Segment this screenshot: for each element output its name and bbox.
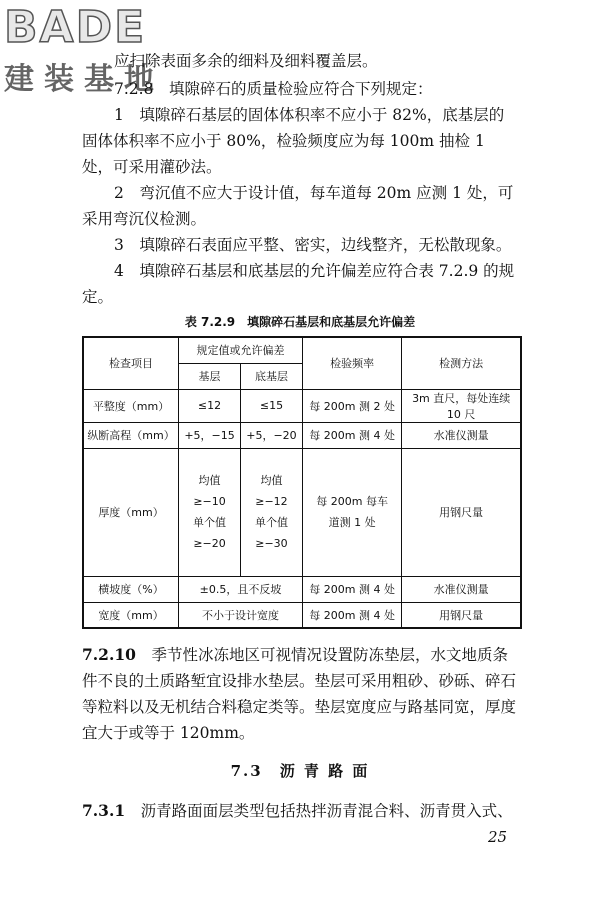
clause-number: 7.3.1	[82, 801, 126, 820]
clause-7-2-8: 7.2.8 填隙碎石的质量检验应符合下列规定：	[114, 80, 433, 98]
cell-line: ≥−20	[193, 537, 226, 550]
cell-line: 均值	[198, 474, 221, 487]
table-caption: 表 7.2.9 填隙碎石基层和底基层允许偏差	[184, 315, 416, 329]
section-title: 7.3 沥 青 路 面	[230, 762, 370, 780]
cell-method: 用钢尺量	[402, 448, 521, 576]
cell-frequency: 每 200m 测 4 处	[302, 422, 401, 448]
header-method: 检测方法	[402, 337, 521, 389]
cell-line: 单个值	[193, 516, 227, 529]
watermark-brand: BADE	[4, 2, 147, 53]
item-1: 1 填隙碎石基层的固体体积率不应小于 82%，底基层的固体体积率不应小于 80%，检验频度应为每 100m 抽检 1 处，可采用灌砂法。	[82, 106, 505, 176]
header-subbase: 底基层	[241, 363, 303, 389]
header-frequency: 检验频率	[302, 337, 401, 389]
clause-number: 7.2.10	[82, 645, 136, 664]
cell-line: ≥−10	[193, 495, 226, 508]
clause-7-3-1	[82, 798, 518, 824]
cell-line: ≥−30	[255, 537, 288, 550]
cell-item: 横坡度（%）	[83, 576, 179, 602]
cell-line: 道测 1 处	[328, 516, 376, 529]
cell-line: ≥−12	[255, 495, 288, 508]
cell-frequency	[302, 448, 401, 576]
cell-allowed: ±0.5，且不反坡	[179, 576, 303, 602]
cell-frequency: 每 200m 测 4 处	[302, 602, 401, 628]
clause-7-2-10	[82, 642, 518, 746]
cell-base: +5，−15	[179, 422, 241, 448]
table-row	[83, 422, 521, 448]
cell-base: ≤12	[179, 389, 241, 422]
cell-method: 3m 直尺，每处连续 10 尺	[402, 389, 521, 422]
cell-line: 单个值	[254, 516, 288, 529]
tolerance-table	[82, 336, 522, 629]
cell-frequency: 每 200m 测 4 处	[302, 576, 401, 602]
cell-frequency: 每 200m 测 2 处	[302, 389, 401, 422]
page-number: 25	[488, 828, 508, 846]
item-3: 3 填隙碎石表面应平整、密实，边线整齐，无松散现象。	[114, 236, 512, 254]
header-allowed: 规定值或允许偏差	[179, 337, 303, 363]
watermark-chinese: 建装基地	[4, 62, 164, 97]
item-2: 2 弯沉值不应大于设计值，每车道每 20m 应测 1 处，可采用弯沉仪检测。	[82, 184, 514, 228]
cell-method: 水准仪测量	[402, 422, 521, 448]
header-base: 基层	[179, 363, 241, 389]
table-row	[83, 602, 521, 628]
cell-item: 平整度（mm）	[83, 389, 179, 422]
cell-subbase	[241, 448, 303, 576]
cell-item: 厚度（mm）	[83, 448, 179, 576]
cell-subbase: +5，−20	[241, 422, 303, 448]
item-4: 4 填隙碎石基层和底基层的允许偏差应符合表 7.2.9 的规定。	[82, 262, 515, 306]
cell-method: 用钢尺量	[402, 602, 521, 628]
cell-base	[179, 448, 241, 576]
cell-subbase: ≤15	[241, 389, 303, 422]
text-line-0: 应扫除表面多余的细料及细料覆盖层。	[114, 52, 378, 70]
cell-item: 纵断高程（mm）	[83, 422, 179, 448]
cell-method: 水准仪测量	[402, 576, 521, 602]
clause-text: 沥青路面面层类型包括热拌沥青混合料、沥青贯入式、	[140, 802, 513, 820]
cell-allowed: 不小于设计宽度	[179, 602, 303, 628]
header-item: 检查项目	[83, 337, 179, 389]
cell-line: 每 200m 每车	[316, 495, 388, 508]
cell-line: 均值	[260, 474, 283, 487]
table-row	[83, 448, 521, 576]
clause-text: 季节性冰冻地区可视情况设置防冻垫层，水文地质条件不良的土质路堑宜设排水垫层。垫层可采用粗砂、砂砾、碎石等粒料以及无机结合料稳定类等。垫层宽度应与路基同宽，厚度宜大于或等于 120mm。	[82, 646, 517, 742]
table-row	[83, 576, 521, 602]
table-row	[83, 389, 521, 422]
cell-item: 宽度（mm）	[83, 602, 179, 628]
